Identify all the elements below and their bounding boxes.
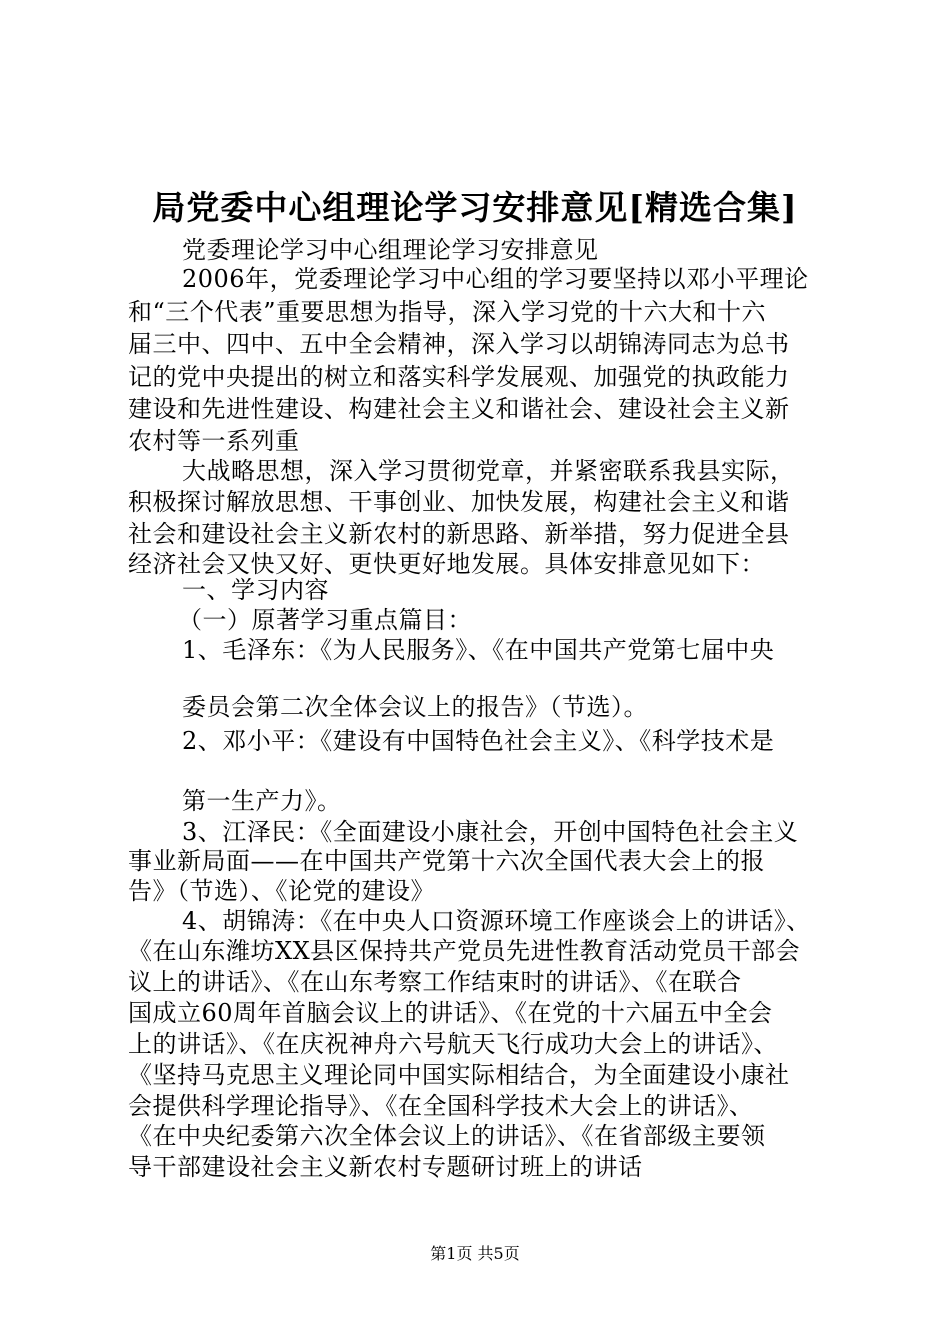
body-line: 告》（节选）、《论党的建设》 (128, 877, 435, 905)
body-line: 届三中、四中、五中全会精神，深入学习以胡锦涛同志为总书 (128, 330, 790, 358)
body-line: 事业新局面——在中国共产党第十六次全国代表大会上的报 (128, 847, 765, 875)
body-line: 2006年，党委理论学习中心组的学习要坚持以邓小平理论 (182, 265, 809, 293)
body-line: 党委理论学习中心组理论学习安排意见 (182, 236, 599, 264)
body-line: 会提供科学理论指导》、《在全国科学技术大会上的讲话》、 (128, 1092, 754, 1120)
body-line: 经济社会又快又好、更快更好地发展。具体安排意见如下： (128, 550, 765, 578)
body-line: 1、毛泽东：《为人民服务》、《在中国共产党第七届中央 (182, 636, 775, 664)
body-line: 建设和先进性建设、构建社会主义和谐社会、建设社会主义新 (128, 395, 790, 423)
body-line: 导干部建设社会主义新农村专题研讨班上的讲话 (128, 1153, 643, 1181)
body-line: 3、江泽民：《全面建设小康社会，开创中国特色社会主义 (182, 818, 799, 846)
page-indicator: 第1页 共5页 (430, 1244, 520, 1263)
body-line: 《坚持马克思主义理论同中国实际相结合，为全面建设小康社 (128, 1061, 790, 1089)
body-line: 议上的讲话》、《在山东考察工作结束时的讲话》、《在联合 (128, 968, 742, 996)
body-line: 大战略思想，深入学习贯彻党章，并紧密联系我县实际， (182, 457, 795, 485)
body-line: 记的党中央提出的树立和落实科学发展观、加强党的执政能力 (128, 363, 790, 391)
body-line: 和“三个代表”重要思想为指导，深入学习党的十六大和十六 (128, 298, 767, 326)
body-line: 2、邓小平：《建设有中国特色社会主义》、《科学技术是 (182, 727, 775, 755)
body-line: 第一生产力》。 (182, 787, 342, 815)
body-line: 4、胡锦涛：《在中央人口资源环境工作座谈会上的讲话》、 (182, 907, 811, 935)
body-line: 《在山东潍坊XX县区保持共产党员先进性教育活动党员干部会 (128, 937, 801, 965)
body-line: 国成立60周年首脑会议上的讲话》、《在党的十六届五中全会 (128, 999, 773, 1027)
document-title: 局党委中心组理论学习安排意见[精选合集] (152, 188, 798, 227)
body-line: 委员会第二次全体会议上的报告》（节选）。 (182, 693, 648, 721)
body-line: 积极探讨解放思想、干事创业、加快发展，构建社会主义和谐 (128, 488, 790, 516)
section-heading: 一、学习内容 (182, 576, 329, 604)
body-line: 社会和建设社会主义新农村的新思路、新举措，努力促进全县 (128, 520, 790, 548)
body-line: 上的讲话》、《在庆祝神舟六号航天飞行成功大会上的讲话》、 (128, 1030, 778, 1058)
body-line: 农村等一系列重 (128, 427, 300, 455)
subsection-heading: （一）原著学习重点篇目： (178, 606, 472, 634)
body-line: 《在中央纪委第六次全体会议上的讲话》、《在省部级主要领 (128, 1122, 766, 1150)
